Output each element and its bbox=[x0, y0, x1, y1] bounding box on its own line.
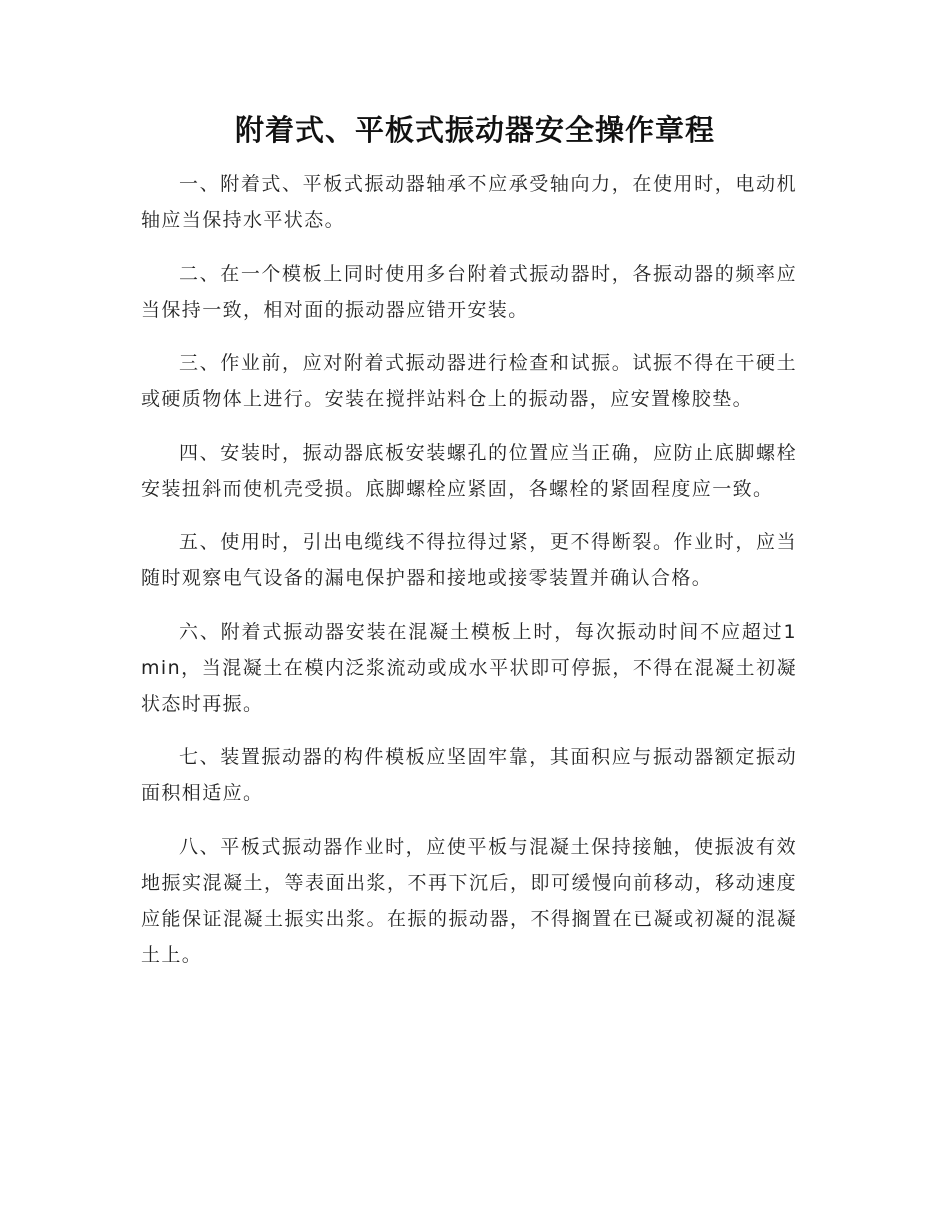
document-body bbox=[141, 166, 797, 990]
paragraph-2: 二、在一个模板上同时使用多台附着式振动器时，各振动器的频率应当保持一致，相对面的振动器应错开安装。 bbox=[141, 262, 797, 321]
paragraph-1: 一、附着式、平板式振动器轴承不应承受轴向力，在使用时，电动机轴应当保持水平状态。 bbox=[141, 173, 797, 231]
paragraph-4: 四、安装时，振动器底板安装螺孔的位置应当正确，应防止底脚螺栓安装扭斜而使机壳受损。底脚螺栓应紧固，各螺栓的紧固程度应一致。 bbox=[141, 441, 797, 500]
paragraph-3: 三、作业前，应对附着式振动器进行检查和试振。试振不得在干硬土或硬质物体上进行。安装在搅拌站料仓上的振动器，应安置橡胶垫。 bbox=[141, 352, 797, 410]
paragraph-7: 七、装置振动器的构件模板应坚固牢靠，其面积应与振动器额定振动面积相适应。 bbox=[141, 746, 797, 804]
paragraph-6: 六、附着式振动器安装在混凝土模板上时，每次振动时间不应超过1min，当混凝土在模内泛浆流动或成水平状即可停振，不得在混凝土初凝状态时再振。 bbox=[141, 620, 797, 715]
document-title: 附着式、平板式振动器安全操作章程 bbox=[234, 113, 715, 147]
paragraph-8: 八、平板式振动器作业时，应使平板与混凝土保持接触，使振波有效地振实混凝土，等表面出浆，不再下沉后，即可缓慢向前移动，移动速度应能保证混凝土振实出浆。在振的振动器，不得搁置在已凝或初凝的混凝土上。 bbox=[141, 835, 797, 966]
paragraph-5: 五、使用时，引出电缆线不得拉得过紧，更不得断裂。作业时，应当随时观察电气设备的漏电保护器和接地或接零装置并确认合格。 bbox=[141, 531, 797, 589]
